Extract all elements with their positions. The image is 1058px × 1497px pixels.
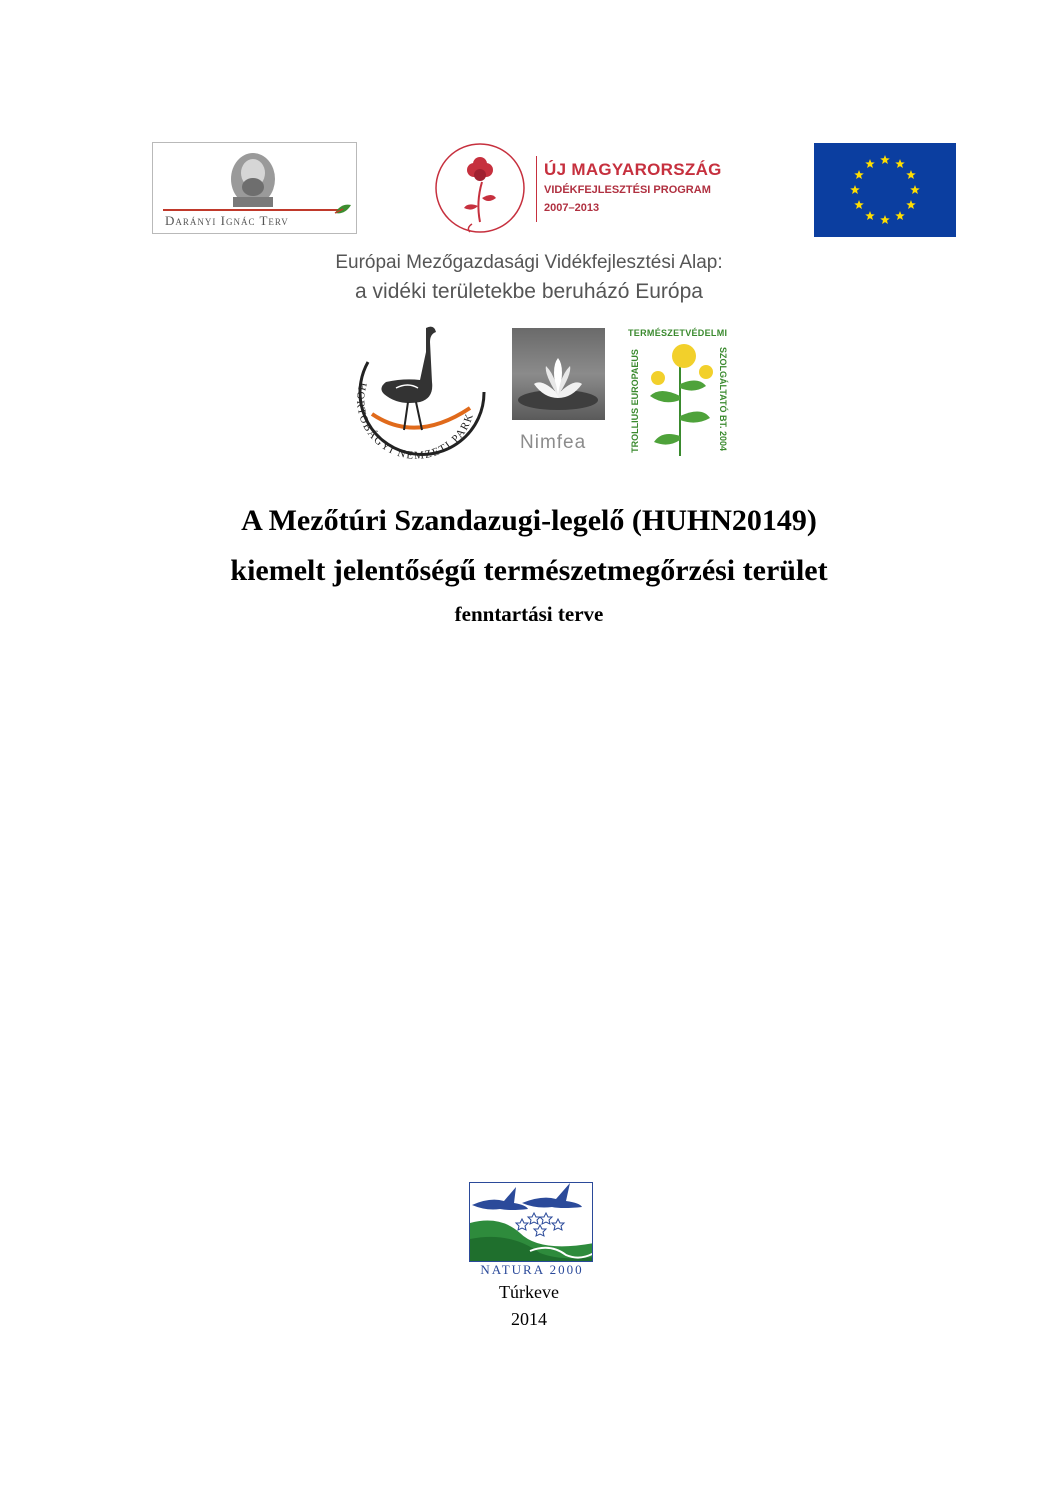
eu-star (880, 155, 890, 164)
uj-magyarorszag-logo (432, 142, 752, 236)
emva-line-2: a vidéki területekbe beruházó Európa (355, 280, 703, 303)
eu-stars (814, 143, 956, 237)
crane-icon (338, 322, 494, 466)
emva-line-1: Európai Mezőgazdasági Vidékfejlesztési Alap: (335, 252, 723, 273)
eu-star (854, 200, 864, 209)
hortobagyi-nemzeti-park-logo (338, 322, 494, 466)
eu-star (895, 159, 905, 168)
eu-star (906, 200, 916, 209)
trollius-top-text: TERMÉSZETVÉDELMI (628, 328, 728, 338)
eu-star (910, 185, 920, 194)
document-title-line-2: kiemelt jelentőségű természetmegőrzési terület (230, 554, 828, 587)
natura-birds-icon (470, 1183, 593, 1262)
eu-star (895, 211, 905, 220)
daranyi-caption: Darányi Ignác Terv (165, 213, 289, 228)
eu-star (880, 215, 890, 224)
water-lily-icon (512, 328, 605, 420)
document-subtitle: fenntartási terve (454, 602, 604, 626)
umvp-subtitle: VIDÉKFEJLESZTÉSI PROGRAM (544, 184, 711, 196)
leaf-icon (333, 203, 353, 217)
nimfea-caption: Nimfea (520, 432, 587, 453)
daranyi-ignac-terv-logo (152, 142, 357, 234)
eu-star (865, 211, 875, 220)
eu-star (854, 170, 864, 179)
trollius-right-text: SZOLGÁLTATÓ BT. 2004 (718, 346, 728, 451)
document-title-line-1: A Mezőtúri Szandazugi-legelő (HUHN20149) (241, 504, 817, 537)
natura-2000-logo (463, 1172, 597, 1278)
umvp-title: ÚJ MAGYARORSZÁG (544, 160, 722, 179)
portrait-icon (153, 143, 358, 213)
place-of-publication: Túrkeve (499, 1282, 559, 1302)
trollius-europaeus-logo (624, 326, 736, 462)
trollius-left-text: TROLLIUS EUROPAEUS (630, 349, 640, 453)
hnp-caption: HORTOBÁGYI NEMZETI PARK (354, 381, 477, 463)
eu-star (906, 170, 916, 179)
rose-icon (432, 142, 532, 236)
nimfea-logo (512, 328, 605, 461)
eu-flag-icon (814, 143, 956, 237)
eu-star (865, 159, 875, 168)
year-of-publication: 2014 (511, 1309, 547, 1329)
umvp-years: 2007–2013 (544, 202, 600, 214)
eu-star (850, 185, 860, 194)
natura-caption: NATURA 2000 (480, 1262, 584, 1277)
